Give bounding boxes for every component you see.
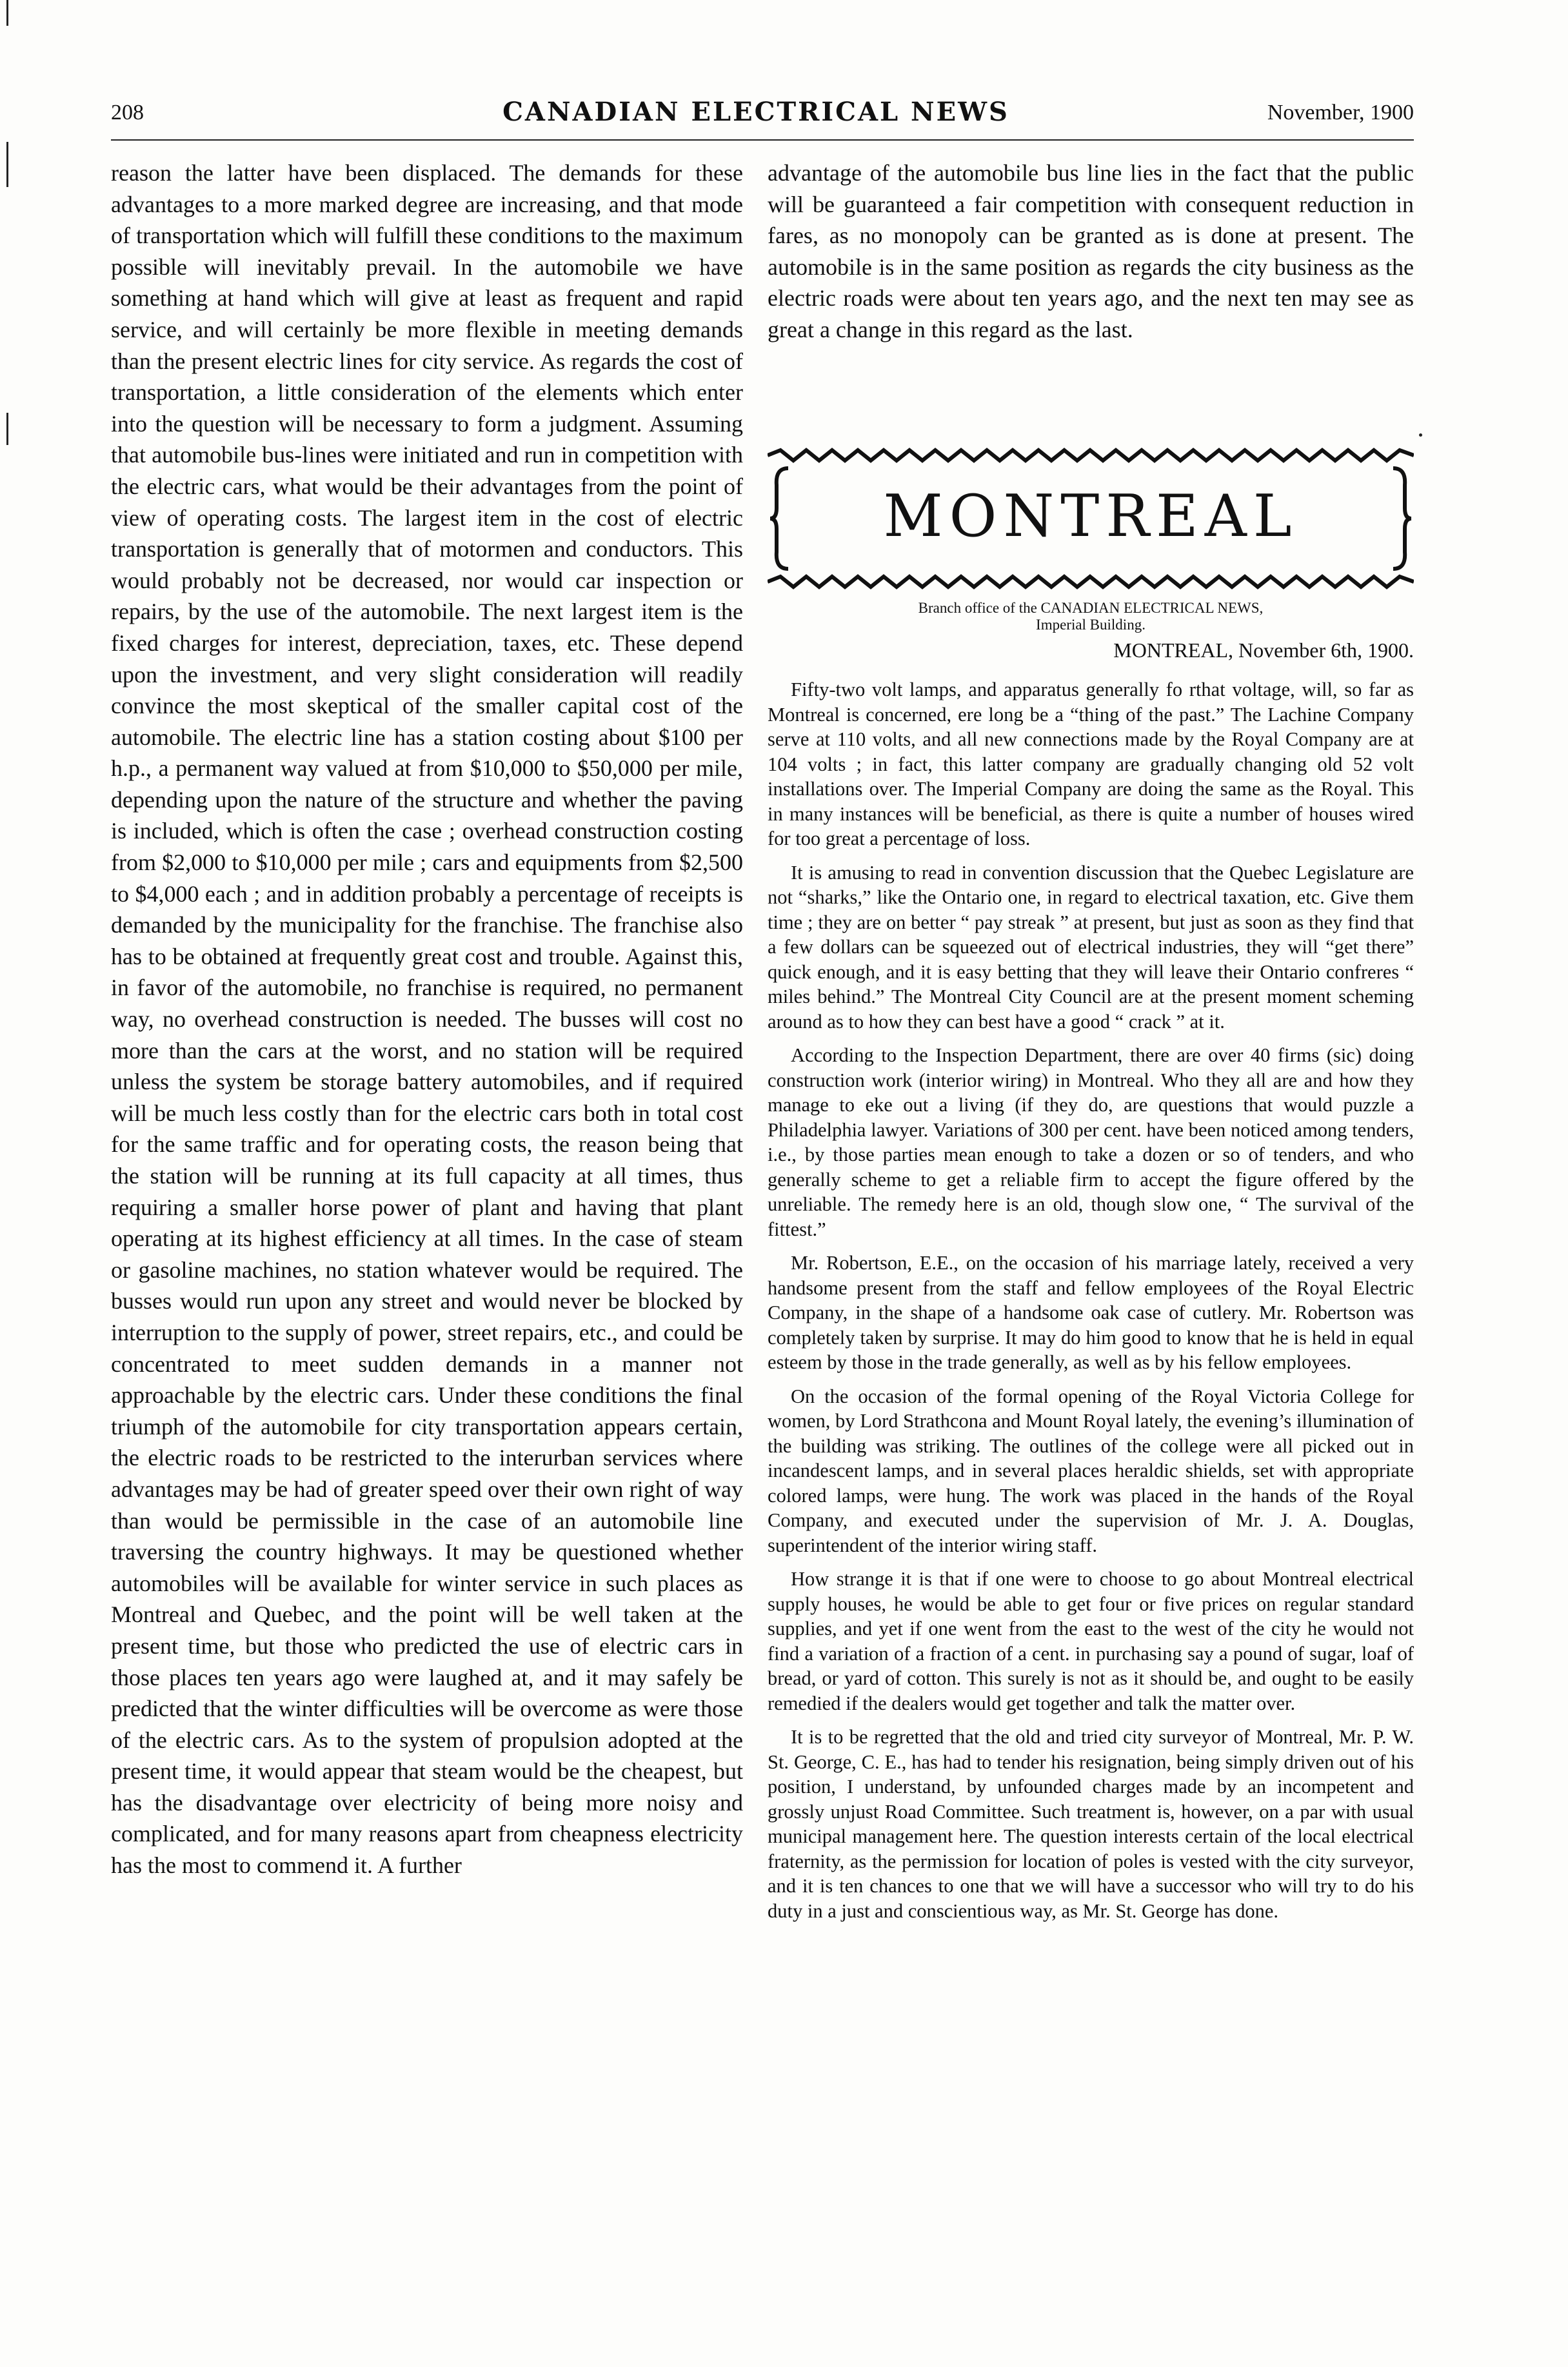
left-column: [111, 157, 743, 1881]
article-paragraph-end: advantage of the automobile bus line lies in the fact that the public will be guaranteed a fair competition with consequent reduction in fares, as no monopoly can be granted as is done at present. The automobile is in the same position as regards the city business as the electric roads were about ten years ago, and the next ten may see as great a change in this regard as the last.: [768, 160, 1414, 342]
page-number: 208: [111, 101, 144, 124]
zigzag-border-bottom: [768, 574, 1414, 589]
news-paragraph: On the occasion of the formal opening of the Royal Victoria College for women, by Lord Strathcona and Mount Royal lately, the evening’s illumination of the building was striking. The outlines of the college were all picked out in incandescent lamps, and in several places heraldic shields, set with appropriate colored lamps, were hung. The work was placed in the hands of the Royal Company, and executed under the supervision of Mr. J. A. Douglas, superintendent of the interior wiring staff.: [768, 1385, 1414, 1556]
article-paragraph: reason the latter have been displaced. The demands for these advantages to a more marked degree are increasing, and that mode of transportation which will fulfill these conditions to the maximum possible will inevitably prevail. In the automobile we have something at hand which will give at least as frequent and rapid service, and will certainly be more flexible in meeting demands than the present electric lines for city service. As regards the cost of transportation, a little consideration of the elements which enter into the question will be necessary to form a judgment. Assuming that automobile bus-lines were initiated and run in competition with the electric cars, what would be their advantages from the point of view of operating costs. The largest item in the cost of electric transportation is generally that of motormen and conductors. This would probably not be decreased, nor would car inspection or repairs, by the use of the automobile. The next largest item is the fixed charges for interest, depreciation, taxes, etc. These depend upon the investment, and very slight consideration will readily convince the most skeptical of the smaller capital cost of the automobile. The electric line has a station costing about $100 per h.p., a permanent way valued at from $10,000 to $50,000 per mile, depending upon the nature of the structure and whether the paving is included, which is often the case ; overhead construction costing from $2,000 to $10,000 per mile ; cars and equipments from $2,500 to $4,000 each ; and in addition probably a percentage of receipts is demanded by the municipality for the franchise. The franchise also has to be obtained at frequently great cost and trouble. Against this, in favor of the automobile, no franchise is required, no permanent way, no overhead construction is needed. The busses will cost no more than the cars at the worst, and no station will be required unless the system be storage battery automobiles, and if required will be much less costly than for the electric cars both in total cost for the same traffic and for operating costs, the reason being that the station will be running at its full capacity at all times, thus requiring a smaller horse power of plant and having that plant operating at its highest efficiency at all times. In the case of steam or gasoline machines, no station whatever would be required. The busses would run upon any street and would never be blocked by interruption to the supply of power, street repairs, etc., and could be concentrated to meet sudden demands in a manner not approachable by the electric cars. Under these conditions the final triumph of the automobile for city transportation appears certain, the electric roads to be restricted to the interurban services where advantages may be had of greater speed over their own right of way than would be permissible in the case of an automobile line traversing the country highways. It may be questioned whether automobiles will be available for winter service in such places as Montreal and Quebec, and the point will be well taken at the present time, but those who predicted the use of electric cars in those places ten years ago were laughed at, and it may safely be predicted that the winter difficulties will be overcome as were those of the electric cars. As to the system of propulsion adopted at the present time, it would appear that steam would be the cheapest, but has the disadvantage over electricity of being more noisy and complicated, and for many reasons apart from cheapness electricity has the most to commend it. A further: [111, 160, 743, 1879]
right-column-continuation: [768, 157, 1414, 346]
scan-edge-marks: [3, 0, 14, 2367]
brace-left-icon: [768, 466, 793, 571]
stray-dot: [1419, 433, 1422, 437]
news-paragraph: Fifty-two volt lamps, and apparatus generally fo rthat voltage, will, so far as Montreal is concerned, ere long be a “thing of the past.” The Lachine Company serve at 110 volts, and all new connections made by the Royal Company are at 104 volts ; in fact, this latter company are gradually changing old 52 volt installations over. The Imperial Company are doing the same as the Royal. This in many instances will be beneficial, as there is quite a number of houses wired for too great a percentage of loss.: [768, 678, 1414, 849]
section-banner: [768, 448, 1414, 602]
news-paragraph: It is to be regretted that the old and tried city surveyor of Montreal, Mr. P. W. St. George, C. E., has had to tender his resignation, being simply driven out of his position, I understand, by unfounded charges made by an incompetent and grossly unjust Road Committee. Such treatment is, however, on a par with usual municipal management here. The question interests certain of the local electrical fraternity, as the permission for location of poles is vested with the city surveyor, and it is ten chances to one that we will have a successor who will try to do his duty in a just and conscientious way, as Mr. St. George has done.: [768, 1726, 1414, 1922]
page-header: [111, 97, 1414, 135]
dateline: MONTREAL, November 6th, 1900.: [1113, 639, 1414, 662]
news-paragraph: How strange it is that if one were to choose to go about Montreal electrical supply houses, he would be able to get four or five prices on regular standard supplies, and yet if one went from the east to the west of the city he would not find a variation of a fraction of a cent. in purchasing say a pound of sugar, loaf of bread, or yard of cotton. This surely is not as it should be, and ought to be easily remedied if the dealers would get together and talk the matter over.: [768, 1568, 1414, 1714]
news-paragraph: It is amusing to read in convention discussion that the Quebec Legislature are not “sharks,” like the Ontario one, in regard to electrical taxation, etc. Give them time ; they are on better “ pay streak ” at present, but just as soon as they find that a few dollars can be squeezed out of electrical industries, they will “get there” quick enough, and it is easy betting that they will leave their Ontario confreres “ miles behind.” The Montreal City Council are at the present moment scheming around as to how they can best have a good “ crack ” at it.: [768, 861, 1414, 1033]
news-paragraph: Mr. Robertson, E.E., on the occasion of his marriage lately, received a very handsome present from the staff and fellow employees of the Royal Electric Company, in the shape of a handsome oak case of cutlery. Mr. Robertson was completely taken by surprise. It may do him good to know that he is held in equal esteem by those in the trade generally, as well as by his fellow employees.: [768, 1252, 1414, 1373]
news-paragraph: According to the Inspection Department, there are over 40 firms (sic) doing construction work (interior wiring) in Montreal. Who they all are and how they manage to eke out a living (if they do, are questions that would puzzle a Philadelphia lawyer. Variations of 300 per cent. have been noticed among tenders, i.e., by those parties mean enough to take a dozen or so of tenders, and who generally scheme to get a reliable firm to accept the figure offered by the unreliable. The remedy here is an old, though slow one, “ The survival of the fittest.”: [768, 1044, 1414, 1240]
branch-note-line: Branch office of the CANADIAN ELECTRICAL NEWS,: [918, 600, 1264, 616]
branch-note-line: Imperial Building.: [1036, 617, 1146, 633]
header-rule: [111, 139, 1414, 141]
issue-date: November, 1900: [1267, 101, 1414, 124]
montreal-column: [768, 677, 1414, 1932]
branch-office-note: [768, 600, 1414, 633]
journal-title: CANADIAN ELECTRICAL NEWS: [502, 97, 1009, 127]
brace-right-icon: [1388, 466, 1414, 571]
section-title: MONTREAL: [883, 482, 1298, 550]
zigzag-border-top: [768, 448, 1414, 463]
